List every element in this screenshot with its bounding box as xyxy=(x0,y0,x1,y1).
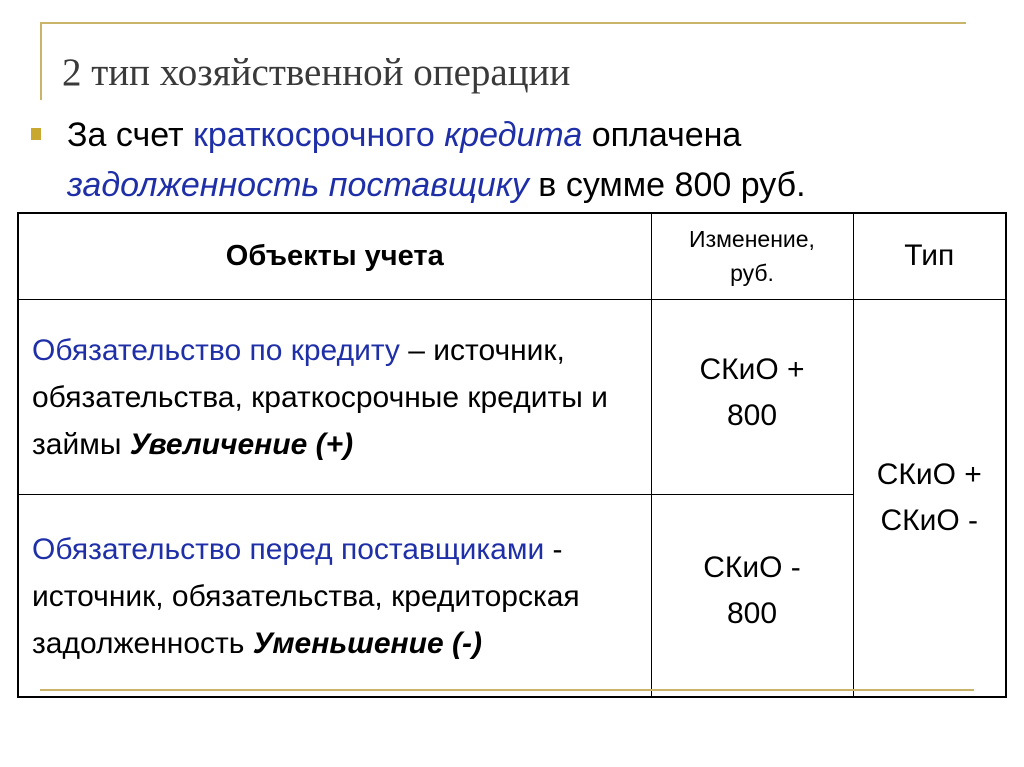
header-type: Тип xyxy=(853,213,1006,299)
row-change-cell xyxy=(651,299,853,494)
slide-title: 2 тип хозяйственной операции xyxy=(62,51,571,94)
type-line: СКиО - xyxy=(880,503,979,537)
bullet-square-icon xyxy=(31,128,41,140)
table-row xyxy=(18,299,1006,494)
object-effect: Увеличение (+) xyxy=(129,428,354,461)
bullet-part: За счет xyxy=(67,116,194,154)
type-cell xyxy=(853,299,1006,697)
row-object-cell xyxy=(18,494,651,697)
type-line: СКиО + xyxy=(876,457,982,491)
change-value: 800 xyxy=(726,398,778,432)
bullet-highlight: задолженность поставщику xyxy=(67,166,529,204)
bullet-highlight: краткосрочного xyxy=(193,116,445,154)
table-header-row xyxy=(18,213,1006,299)
row-object-cell xyxy=(18,299,651,494)
frame-bottom-line xyxy=(40,689,974,691)
header-change-line: Изменение, xyxy=(689,226,815,253)
operations-table xyxy=(17,212,1007,698)
object-description: – источник, обязательства, краткосрочные кредиты и займы xyxy=(32,334,608,461)
object-description: - источник, обязательства, кредиторская задолженность xyxy=(32,532,580,660)
frame-top-line xyxy=(40,22,966,24)
object-name: Обязательство по кредиту xyxy=(32,334,400,367)
header-objects: Объекты учета xyxy=(18,213,651,299)
bullet-highlight: кредита xyxy=(444,116,583,154)
bullet-part: оплачена xyxy=(582,116,742,154)
object-name: Обязательство перед поставщиками xyxy=(32,532,545,566)
frame-vertical-line xyxy=(40,22,42,100)
header-change xyxy=(651,213,853,299)
change-line: СКиО + xyxy=(699,352,805,386)
change-value: 800 xyxy=(726,597,778,631)
object-effect: Уменьшение (-) xyxy=(252,626,482,660)
row-change-cell xyxy=(651,494,853,697)
header-change-line: руб. xyxy=(730,260,774,287)
change-line: СКиО - xyxy=(703,551,801,585)
bullet-part: в сумме 800 руб. xyxy=(528,166,806,204)
bullet-text xyxy=(67,110,1017,210)
